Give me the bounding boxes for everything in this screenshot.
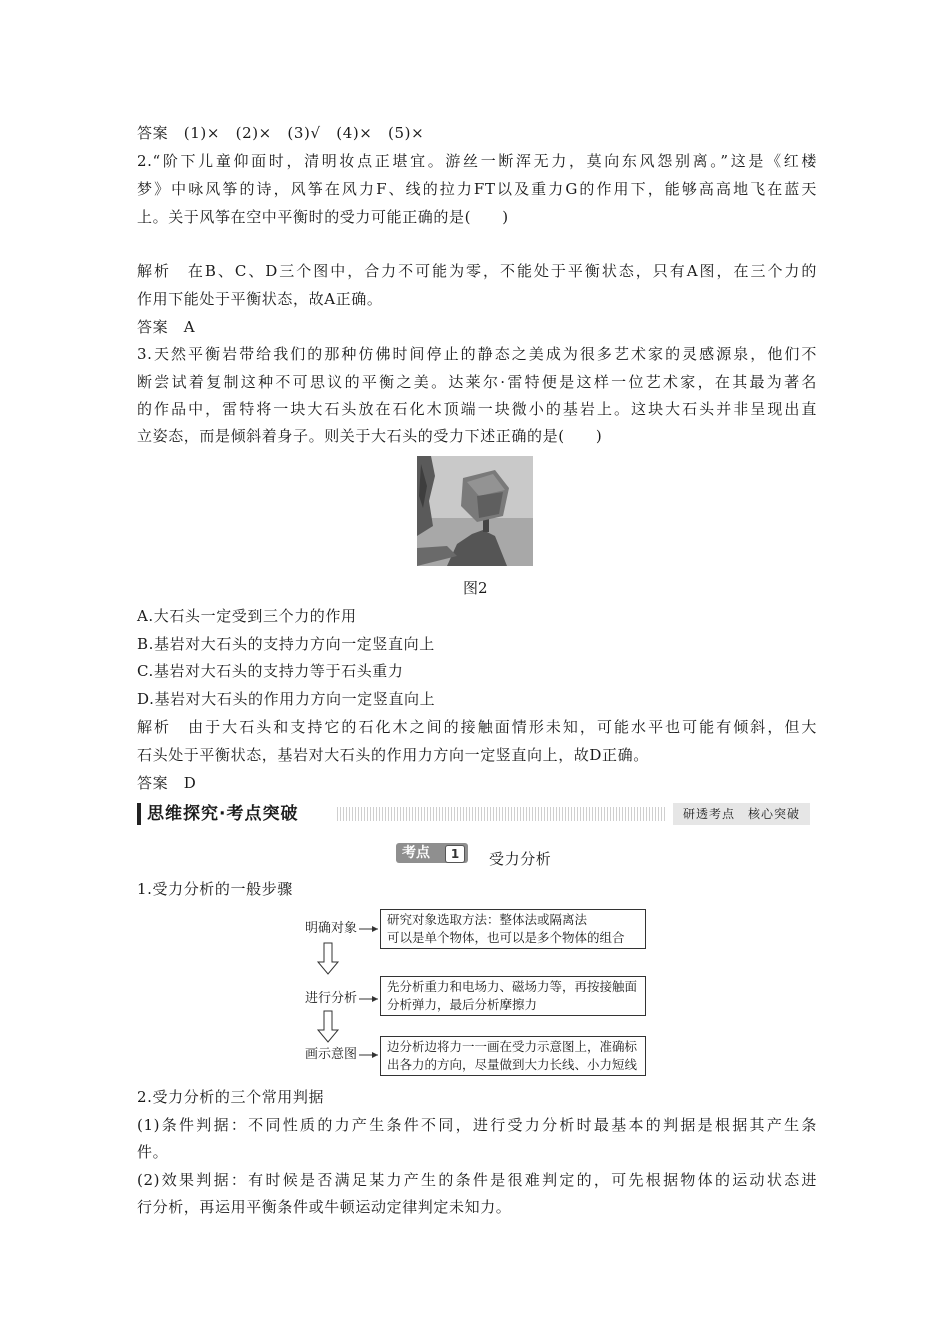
- analysis-2-line-1: 解析 在B、C、D三个图中，合力不可能为零，不能处于平衡状态，只有A图，在三个力的: [137, 262, 817, 280]
- flow-step-2-box: [380, 976, 646, 1016]
- option-b: B.基岩对大石头的支持力方向一定竖直向上: [137, 635, 435, 653]
- option-d: D.基岩对大石头的作用力方向一定竖直向上: [137, 690, 436, 708]
- flow-step-1-line-2: 可以是单个物体，也可以是多个物体的组合: [387, 930, 625, 945]
- flow-step-1-line-1: 研究对象选取方法：整体法或隔离法: [387, 912, 588, 927]
- question-3-line-2: 断尝试着复制这种不可思议的平衡之美。达莱尔·雷特便是这样一位艺术家，在其最为著名: [137, 373, 817, 391]
- flow-step-2-label: 进行分析: [305, 991, 358, 1006]
- flow-step-3-label: 画示意图: [305, 1047, 358, 1062]
- question-2-line-3: 上。关于风筝在空中平衡时的受力可能正确的是( ): [137, 208, 509, 226]
- question-3-line-4: 立姿态，而是倾斜着身子。则关于大石头的受力下述正确的是( ): [137, 427, 603, 445]
- flow-step-3-line-1: 边分析边将力一一画在受力示意图上，准确标: [387, 1039, 638, 1054]
- answer-2: 答案 A: [137, 318, 196, 336]
- flow-step-3-line-2: 出各力的方向，尽量做到大力长线、小力短线: [387, 1057, 638, 1072]
- criteria-line-2: 件。: [137, 1143, 169, 1161]
- analysis-3-line-2: 石头处于平衡状态，基岩对大石头的作用力方向一定竖直向上，故D正确。: [137, 746, 649, 764]
- answer-line-1: 答案 (1)× (2)× (3)√ (4)× (5)×: [137, 124, 425, 142]
- section-banner-title: 思维探究·考点突破: [137, 803, 343, 825]
- answer-3: 答案 D: [137, 774, 197, 792]
- criteria-line-1: (1)条件判据：不同性质的力产生条件不同，进行受力分析时最基本的判据是根据其产生条: [137, 1116, 817, 1134]
- flow-step-2-line-1: 先分析重力和电场力、磁场力等，再按接触面: [387, 979, 638, 994]
- flow-step-1-box: [380, 909, 646, 949]
- option-a: A.大石头一定受到三个力的作用: [137, 607, 357, 625]
- criteria-line-3: (2)效果判据：有时候是否满足某力产生的条件是很难判定的，可先根据物体的运动状态进: [137, 1171, 817, 1189]
- analysis-3-line-1: 解析 由于大石头和支持它的石化木之间的接触面情形未知，可能水平也可能有倾斜，但大: [137, 718, 817, 736]
- criteria-line-4: 行分析，再运用平衡条件或牛顿运动定律判定未知力。: [137, 1198, 512, 1216]
- question-3-line-1: 3.天然平衡岩带给我们的那种仿佛时间停止的静态之美成为很多艺术家的灵感源泉，他们不: [137, 345, 817, 363]
- question-3-line-3: 的作品中，雷特将一块大石头放在石化木顶端一块微小的基岩上。这块大石头并非呈现出直: [137, 400, 817, 418]
- analysis-2-line-2: 作用下能处于平衡状态，故A正确。: [137, 290, 383, 308]
- kaodian-number: 1: [445, 845, 465, 863]
- question-2-line-2: 梦》中咏风筝的诗，风筝在风力F、线的拉力FT以及重力G的作用下，能够高高地飞在蓝天: [137, 180, 817, 198]
- heading-general-steps: 1.受力分析的一般步骤: [137, 880, 293, 898]
- section-banner-subtitle: 研透考点 核心突破: [673, 803, 810, 825]
- flow-step-3-box: [380, 1036, 646, 1076]
- kaodian-label: 考点: [402, 845, 430, 861]
- heading-three-criteria: 2.受力分析的三个常用判据: [137, 1088, 325, 1106]
- option-c: C.基岩对大石头的支持力等于石头重力: [137, 662, 404, 680]
- question-2-line-1: 2.“阶下儿童仰面时，清明妆点正堪宜。游丝一断浑无力，莫向东风怨别离。”这是《红楼: [137, 152, 817, 170]
- figure-caption: 图2: [463, 579, 488, 597]
- kaodian-title: 受力分析: [489, 850, 552, 868]
- flow-step-1-label: 明确对象: [305, 921, 358, 936]
- flow-step-2-line-2: 分析弹力，最后分析摩擦力: [387, 997, 538, 1012]
